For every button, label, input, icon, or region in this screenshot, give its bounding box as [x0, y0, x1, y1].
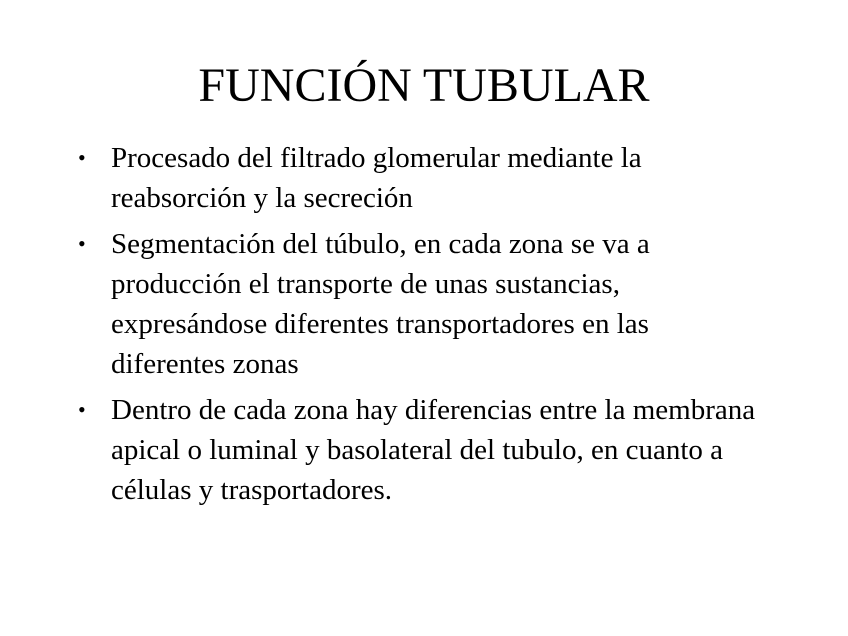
bullet-item-3 [76, 390, 756, 510]
bullet-item-1 [76, 138, 756, 218]
bullet-marker: • [78, 145, 86, 170]
bullet-text: Procesado del filtrado glomerular mediante la reabsorción y la secreción [111, 142, 642, 214]
bullet-text: Dentro de cada zona hay diferencias entre la membrana apical o luminal y basolateral del tubulo, en cuanto a células y trasportadores. [111, 394, 756, 506]
bullet-list [76, 138, 756, 516]
bullet-text: Segmentación del túbulo, en cada zona se va a producción el transporte de unas sustancias, expresándose diferentes transportadores en las diferentes zonas [111, 228, 650, 380]
bullet-item-2 [76, 224, 756, 384]
bullet-marker: • [78, 397, 86, 422]
bullet-marker: • [78, 231, 86, 256]
slide-title: FUNCIÓN TUBULAR [198, 59, 650, 112]
